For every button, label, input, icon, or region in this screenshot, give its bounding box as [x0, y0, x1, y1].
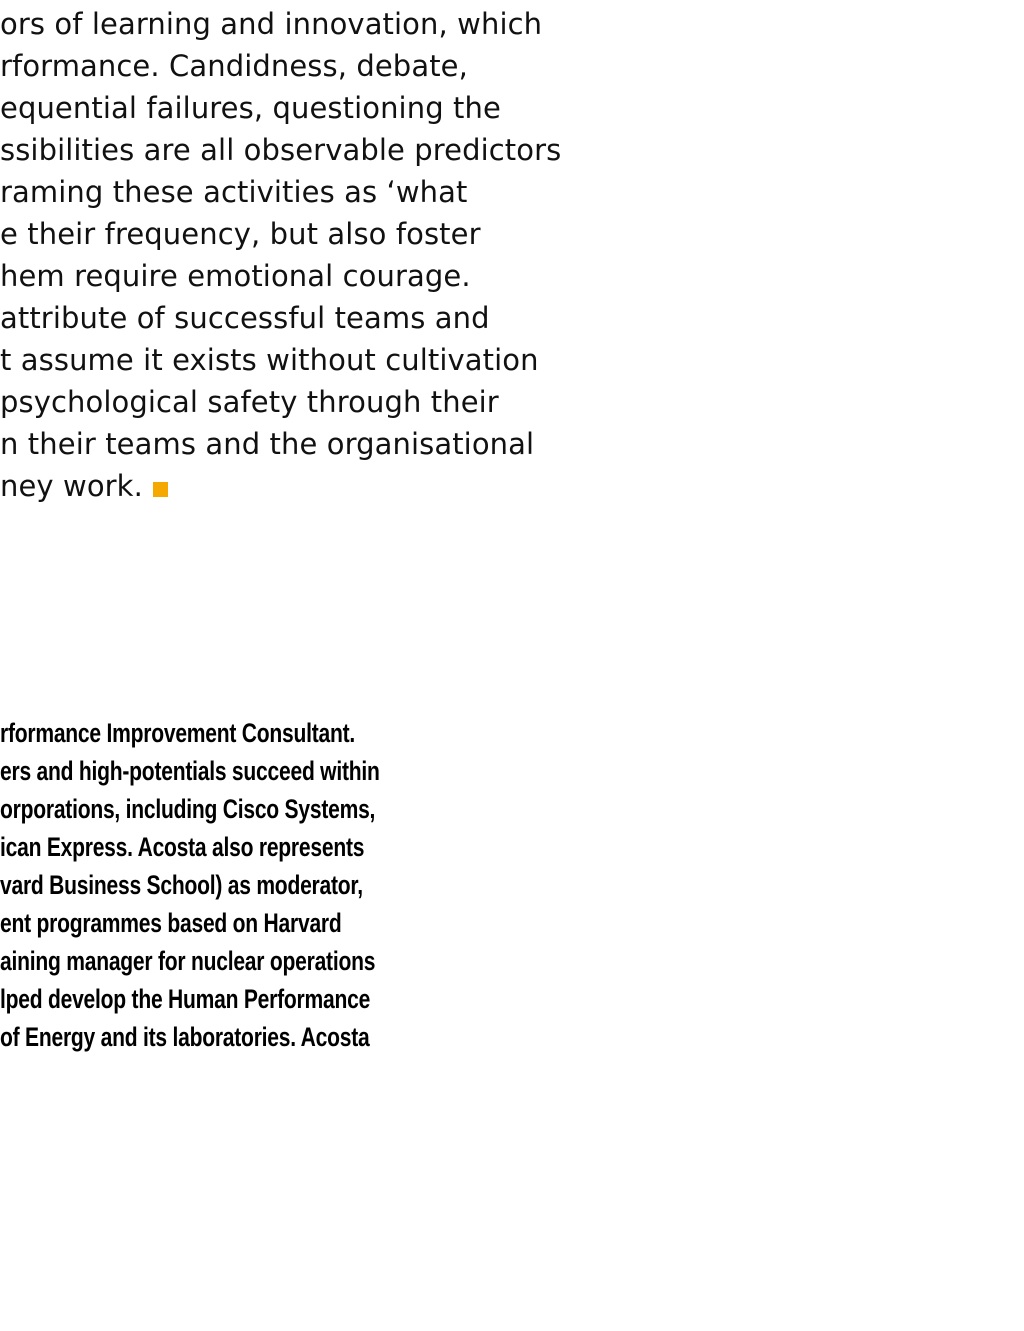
- article-line-text: ney work.: [0, 469, 143, 503]
- bio-line: lped develop the Human Performance: [0, 984, 371, 1014]
- article-line: ssibilities are all observable predictors: [0, 133, 562, 167]
- article-last-line: [0, 465, 168, 507]
- bio-line: ent programmes based on Harvard: [0, 908, 342, 938]
- bio-line: vard Business School) as moderator,: [0, 870, 363, 900]
- bio-line: aining manager for nuclear operations: [0, 946, 376, 976]
- bio-line: of Energy and its laboratories. Acosta: [0, 1022, 370, 1052]
- article-line: rformance. Candidness, debate,: [0, 49, 468, 83]
- article-line: raming these activities as ‘what: [0, 175, 468, 209]
- article-line: t assume it exists without cultivation: [0, 343, 539, 377]
- article-line: e their frequency, but also foster: [0, 217, 481, 251]
- end-of-article-mark-icon: [153, 482, 168, 497]
- article-line: hem require emotional courage.: [0, 259, 471, 293]
- bio-line: ican Express. Acosta also represents: [0, 832, 365, 862]
- article-line: psychological safety through their: [0, 385, 499, 419]
- article-line: equential failures, questioning the: [0, 91, 501, 125]
- bio-line: orporations, including Cisco Systems,: [0, 794, 376, 824]
- article-line: attribute of successful teams and: [0, 301, 490, 335]
- article-line: n their teams and the organisational: [0, 427, 535, 461]
- article-line: ors of learning and innovation, which: [0, 7, 543, 41]
- bio-line: ers and high-potentials succeed within: [0, 756, 380, 786]
- bio-line: rformance Improvement Consultant.: [0, 718, 356, 748]
